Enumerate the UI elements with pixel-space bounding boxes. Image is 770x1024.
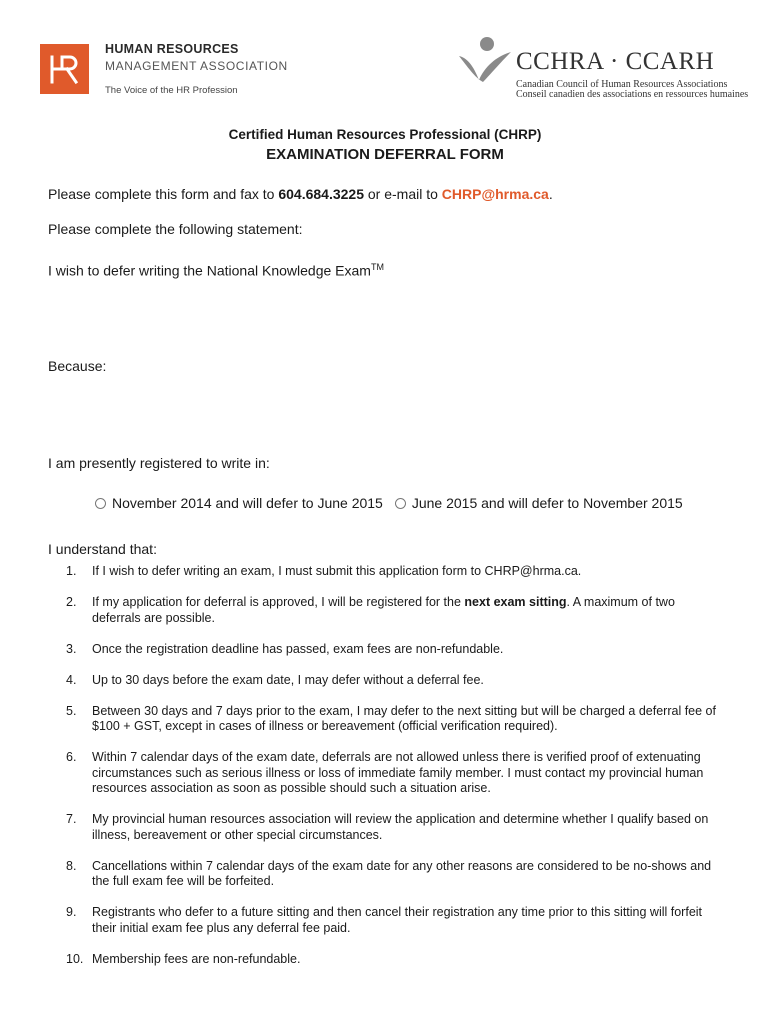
option-nov2014-label: November 2014 and will defer to June 2015 (112, 495, 383, 511)
fax-number: 604.684.3225 (278, 186, 364, 202)
radio-option-nov2014[interactable] (95, 498, 106, 509)
understand-label: I understand that: (48, 541, 157, 557)
form-title: EXAMINATION DEFERRAL FORM (266, 146, 504, 163)
hrma-name-line2: MANAGEMENT ASSOCIATION (105, 59, 288, 73)
list-item: 3. Once the registration deadline has passed, exam fees are non-refundable. (66, 641, 504, 656)
instructions (48, 186, 553, 202)
statement-prompt: Please complete the following statement: (48, 221, 303, 237)
cchra-subtitle-en: Canadian Council of Human Resources Associations (516, 79, 728, 90)
instructions-end: . (548, 186, 553, 202)
list-item: 6. Within 7 calendar days of the exam date, deferrals are not allowed unless there is verified proof of extenuating circumstances such as serious illness or loss of immediate family member. I must contact my provincial human resources association as soon as possible should such a situation arise. (66, 750, 704, 795)
cchra-figure-icon (457, 36, 513, 89)
registered-label: I am presently registered to write in: (48, 455, 270, 471)
cchra-subtitle-fr: Conseil canadien des associations en ressources humaines (516, 89, 749, 100)
instructions-text: Please complete this form and fax to (48, 186, 279, 202)
radio-option-jun2015[interactable] (395, 498, 406, 509)
instructions-mid: or e-mail to (363, 186, 442, 202)
list-item: 7. My provincial human resources association will review the application and determine whether I qualify based on illness, bereavement or other special circumstances. (66, 812, 709, 842)
hrma-tagline: The Voice of the HR Profession (105, 85, 238, 96)
defer-statement-text: I wish to defer writing the National Knowledge Exam (48, 262, 371, 279)
list-item: 9. Registrants who defer to a future sitting and then cancel their registration any time prior to this sitting will forfeit their initial exam fee plus any deferral fee paid. (66, 905, 703, 935)
because-label: Because: (48, 358, 107, 374)
email-link[interactable]: CHRP@hrma.ca (441, 186, 549, 202)
hrma-name-line1: HUMAN RESOURCES (105, 42, 239, 56)
trademark-mark: TM (370, 262, 384, 272)
list-item: 1. If I wish to defer writing an exam, I must submit this application form to CHRP@hrma.ca. (66, 564, 582, 578)
cchra-title: CCHRA · CCARH (516, 48, 715, 75)
hrma-logo-icon (40, 44, 89, 94)
form-subtitle: Certified Human Resources Professional (CHRP) (228, 127, 542, 142)
list-item: 5. Between 30 days and 7 days prior to the exam, I may defer to the next sitting but will be charged a deferral fee of $100 + GST, except in cases of illness or bereavement (official verification required). (66, 703, 716, 733)
option-jun2015-label: June 2015 and will defer to November 2015 (411, 495, 683, 511)
sitting-options (95, 495, 683, 511)
list-item: 2. If my application for deferral is approved, I will be registered for the next exam sitting. A maximum of two deferrals are possible. (66, 595, 675, 625)
list-item: 10. Membership fees are non-refundable. (66, 951, 301, 966)
terms-list (66, 564, 726, 983)
defer-statement (48, 262, 384, 279)
list-item: 4. Up to 30 days before the exam date, I may defer without a deferral fee. (66, 672, 484, 687)
list-item: 8. Cancellations within 7 calendar days of the exam date for any other reasons are considered to be no-shows and the full exam fee will be forfeited. (66, 858, 712, 888)
